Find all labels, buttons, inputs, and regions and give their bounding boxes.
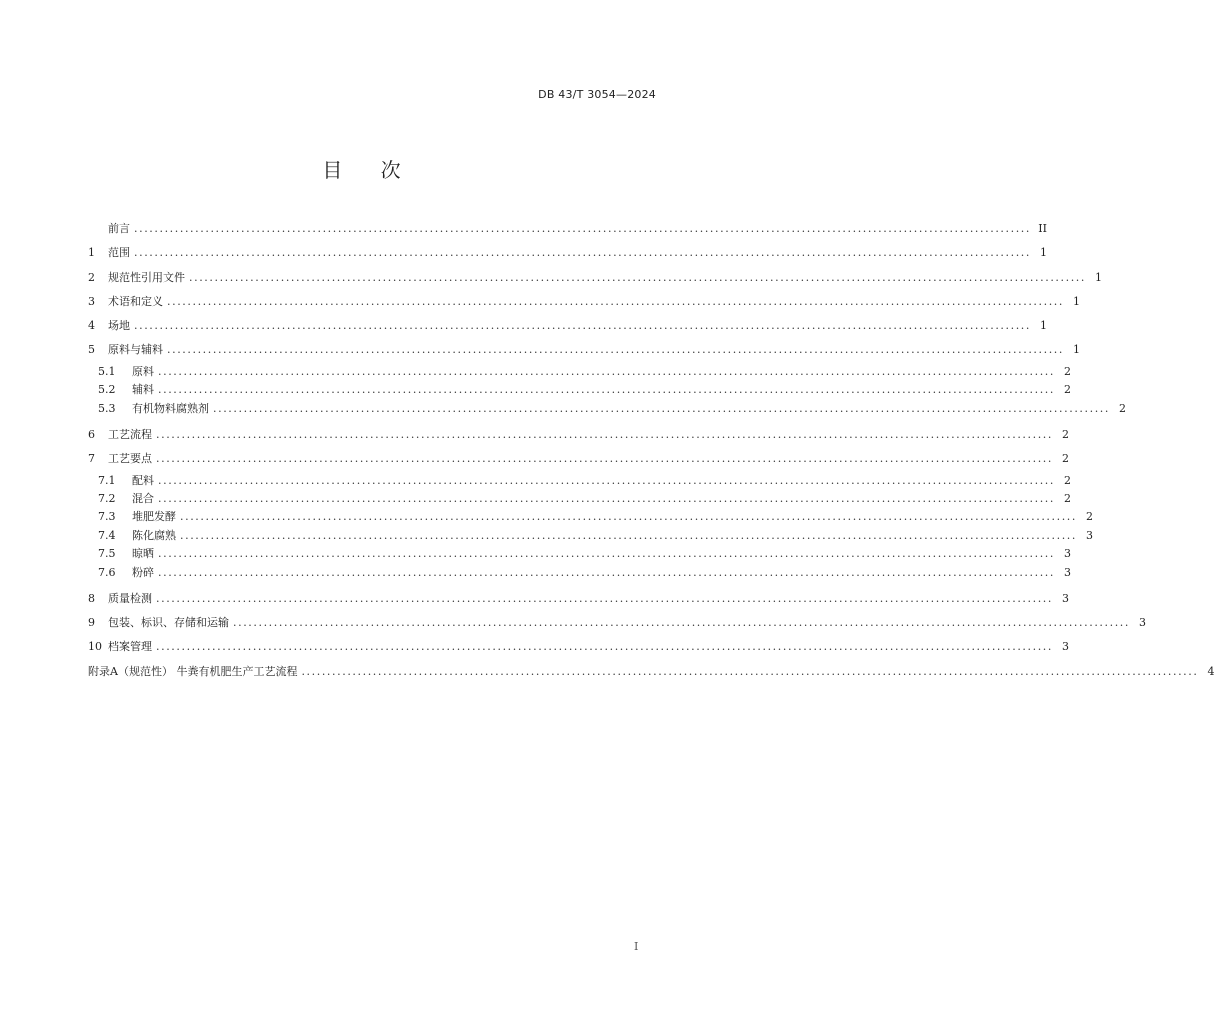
toc-entry-7-3[interactable] bbox=[88, 508, 1093, 526]
toc-leader-dots: ................................................................................................................................................................................ bbox=[156, 591, 1053, 605]
toc-entry-title: 前言 bbox=[108, 222, 130, 235]
toc-entry-number: 10 bbox=[88, 640, 102, 654]
toc-entry-page: 1 bbox=[1040, 246, 1047, 260]
toc-entry-page: 2 bbox=[1064, 383, 1071, 397]
toc-entry-terms-definitions[interactable] bbox=[88, 290, 1080, 314]
toc-entry-title: 粉碎 bbox=[132, 565, 154, 579]
toc-entry-title: 附录A（规范性） 牛粪有机肥生产工艺流程 bbox=[88, 664, 298, 678]
toc-leader-dots: ................................................................................................................................................................................ bbox=[134, 246, 1031, 260]
toc-entry-title: 场地 bbox=[108, 319, 130, 333]
page-number: I bbox=[634, 940, 639, 953]
toc-entry-page: 1 bbox=[1073, 294, 1080, 308]
toc-entry-title: 档案管理 bbox=[108, 640, 152, 654]
toc-entry-page: 3 bbox=[1139, 616, 1146, 630]
toc-entry-process-points[interactable] bbox=[88, 447, 1069, 471]
toc-entry-title: 配料 bbox=[132, 473, 154, 487]
toc-entry-number: 9 bbox=[88, 616, 95, 630]
toc-entry-number: 7.2 bbox=[98, 491, 116, 505]
toc-entry-page: 2 bbox=[1064, 473, 1071, 487]
toc-entry-page: 2 bbox=[1064, 491, 1071, 505]
toc-leader-dots: ................................................................................................................................................................................ bbox=[134, 319, 1031, 333]
toc-entry-number: 7.1 bbox=[98, 473, 116, 487]
toc-entry-5-1[interactable] bbox=[88, 363, 1071, 381]
toc-entry-appendix-a[interactable] bbox=[88, 660, 1214, 684]
toc-entry-5-3[interactable] bbox=[88, 400, 1126, 418]
toc-entry-title: 原料与辅料 bbox=[108, 343, 163, 357]
toc-entry-number: 7.4 bbox=[98, 528, 116, 542]
toc-entry-foreword[interactable] bbox=[88, 217, 1047, 241]
toc-entry-records[interactable] bbox=[88, 635, 1069, 659]
toc-entry-7-4[interactable] bbox=[88, 527, 1093, 545]
toc-entry-page: 3 bbox=[1062, 640, 1069, 654]
toc-entry-title: 工艺要点 bbox=[108, 452, 152, 466]
toc-entry-title: 混合 bbox=[132, 491, 154, 505]
toc-leader-dots: ................................................................................................................................................................................ bbox=[167, 294, 1064, 308]
toc-entry-process-flow[interactable] bbox=[88, 423, 1069, 447]
toc-entry-quality-inspection[interactable] bbox=[88, 587, 1069, 611]
toc-entry-5-2[interactable] bbox=[88, 381, 1071, 399]
toc-leader-dots: ................................................................................................................................................................................ bbox=[134, 222, 1031, 235]
toc-entry-number: 5.2 bbox=[98, 383, 116, 397]
toc-leader-dots: ................................................................................................................................................................................ bbox=[180, 510, 1077, 524]
toc-entry-number: 8 bbox=[88, 591, 95, 605]
toc-entry-scope[interactable] bbox=[88, 241, 1047, 265]
toc-entry-number: 3 bbox=[88, 294, 95, 308]
toc-entry-number: 7.5 bbox=[98, 547, 116, 561]
toc-entry-title: 陈化腐熟 bbox=[132, 528, 176, 542]
toc-leader-dots: ................................................................................................................................................................................ bbox=[189, 270, 1086, 284]
toc-entry-number: 6 bbox=[88, 427, 95, 441]
toc-leader-dots: ................................................................................................................................................................................ bbox=[156, 640, 1053, 654]
toc-entry-number: 7.6 bbox=[98, 565, 116, 579]
toc-entry-number: 7.3 bbox=[98, 510, 116, 524]
toc-entry-page: II bbox=[1038, 222, 1047, 235]
toc-entry-title: 规范性引用文件 bbox=[108, 270, 185, 284]
toc-entry-packaging[interactable] bbox=[88, 611, 1146, 635]
toc-entry-title: 包装、标识、存储和运输 bbox=[108, 616, 229, 630]
toc-leader-dots: ................................................................................................................................................................................ bbox=[158, 364, 1055, 378]
toc-leader-dots: ................................................................................................................................................................................ bbox=[158, 565, 1055, 579]
toc-entry-number: 5.3 bbox=[98, 401, 116, 415]
toc-entry-page: 3 bbox=[1064, 565, 1071, 579]
toc-entry-title: 有机物料腐熟剂 bbox=[132, 401, 209, 415]
toc-entry-title: 晾晒 bbox=[132, 547, 154, 561]
toc-entry-materials[interactable] bbox=[88, 338, 1080, 362]
toc-entry-number: 5 bbox=[88, 343, 95, 357]
toc-entry-title: 工艺流程 bbox=[108, 427, 152, 441]
toc-entry-number: 7 bbox=[88, 452, 95, 466]
toc-leader-dots: ................................................................................................................................................................................ bbox=[158, 383, 1055, 397]
toc-entry-number: 1 bbox=[88, 246, 95, 260]
toc-entry-page: 3 bbox=[1062, 591, 1069, 605]
toc-entry-page: 4 bbox=[1207, 664, 1214, 678]
toc-entry-page: 2 bbox=[1119, 401, 1126, 415]
toc-leader-dots: ................................................................................................................................................................................ bbox=[301, 664, 1199, 678]
toc-entry-7-1[interactable] bbox=[88, 472, 1071, 490]
toc-entry-7-6[interactable] bbox=[88, 564, 1071, 582]
toc-entry-normative-references[interactable] bbox=[88, 266, 1102, 290]
toc-leader-dots: ................................................................................................................................................................................ bbox=[213, 401, 1110, 415]
toc-leader-dots: ................................................................................................................................................................................ bbox=[167, 343, 1064, 357]
toc-entry-title: 辅料 bbox=[132, 383, 154, 397]
toc-entry-page: 3 bbox=[1064, 547, 1071, 561]
document-code: DB 43/T 3054—2024 bbox=[538, 88, 656, 101]
toc-entry-page: 2 bbox=[1062, 452, 1069, 466]
toc-entry-title: 术语和定义 bbox=[108, 294, 163, 308]
toc-entry-site[interactable] bbox=[88, 314, 1047, 338]
toc-entry-page: 2 bbox=[1062, 427, 1069, 441]
toc-leader-dots: ................................................................................................................................................................................ bbox=[156, 427, 1053, 441]
toc-entry-number: 4 bbox=[88, 319, 95, 333]
toc-entry-page: 3 bbox=[1086, 528, 1093, 542]
toc-leader-dots: ................................................................................................................................................................................ bbox=[158, 547, 1055, 561]
toc-entry-page: 2 bbox=[1064, 364, 1071, 378]
toc-entry-page: 1 bbox=[1040, 319, 1047, 333]
toc-title: 目 次 bbox=[322, 158, 402, 182]
toc-entry-title: 质量检测 bbox=[108, 591, 152, 605]
toc-leader-dots: ................................................................................................................................................................................ bbox=[156, 452, 1053, 466]
toc-leader-dots: ................................................................................................................................................................................ bbox=[158, 491, 1055, 505]
toc-entry-title: 原料 bbox=[132, 364, 154, 378]
toc-entry-page: 1 bbox=[1095, 270, 1102, 284]
toc-entry-7-5[interactable] bbox=[88, 545, 1071, 563]
toc-leader-dots: ................................................................................................................................................................................ bbox=[180, 528, 1077, 542]
toc-entry-7-2[interactable] bbox=[88, 490, 1071, 508]
toc-entry-page: 1 bbox=[1073, 343, 1080, 357]
toc-entry-page: 2 bbox=[1086, 510, 1093, 524]
toc-entry-title: 堆肥发酵 bbox=[132, 510, 176, 524]
toc-entry-number: 5.1 bbox=[98, 364, 116, 378]
toc-entry-number: 2 bbox=[88, 270, 95, 284]
table-of-contents bbox=[88, 217, 1214, 684]
toc-leader-dots: ................................................................................................................................................................................ bbox=[233, 616, 1130, 630]
toc-leader-dots: ................................................................................................................................................................................ bbox=[158, 473, 1055, 487]
toc-entry-title: 范围 bbox=[108, 246, 130, 260]
